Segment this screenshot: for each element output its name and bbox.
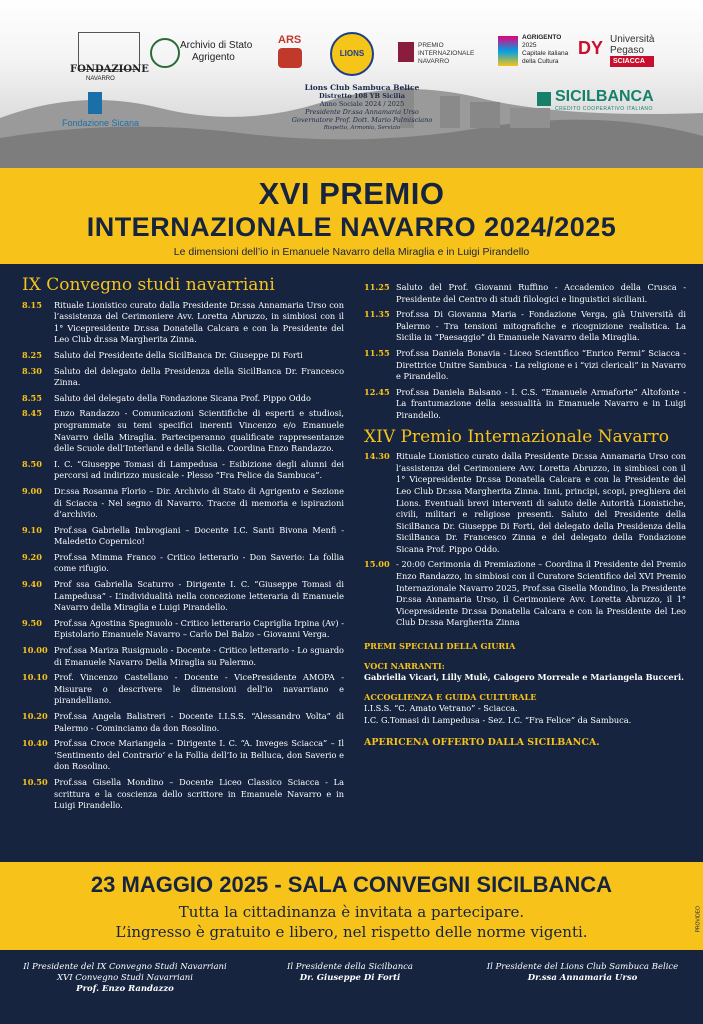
premio-line2: INTERNAZIONALE xyxy=(418,50,475,57)
accoglienza-line2: I.C. G.Tomasi di Lampedusa - Sez. I.C. “Fra Felice” da Sambuca. xyxy=(364,715,632,725)
program-entry xyxy=(364,451,686,555)
accoglienza-heading: ACCOGLIENZA E GUIDA CULTURALE xyxy=(364,691,537,702)
header-banner xyxy=(0,0,703,168)
program-text: Prof.ssa Mimma Franco - Critico letterario - Don Saverio: La follia come rifugio. xyxy=(54,551,344,574)
right-program-list-top xyxy=(364,282,686,422)
left-column xyxy=(22,264,344,816)
lions-governatore: Governatore Prof. Dott. Mario Palmisciano xyxy=(291,116,433,124)
pegaso-line1: Università xyxy=(610,34,655,45)
right-column xyxy=(364,264,686,748)
program-time: 11.25 xyxy=(364,282,390,292)
fond-sicana-label: Fondazione Sicana xyxy=(62,118,140,128)
program-time: 11.55 xyxy=(364,347,390,358)
title-line2: INTERNAZIONALE NAVARRO 2024/2025 xyxy=(86,212,617,242)
program-entry xyxy=(364,348,686,383)
program-text: Prof.ssa Croce Mariangela – Dirigente I. C. “A. Inveges Sciacca” – Il ‘Sentimento del Contrario’ e la Follia dell’Io in Belluca, don Saverio e don Rosolino. xyxy=(54,738,344,772)
program-text: Prof.ssa Mariza Rusignuolo - Docente - Critico letterario - Lo sguardo di Emanuele Navarro Della Miraglia su Palermo. xyxy=(54,645,344,667)
program-time: 9.00 xyxy=(22,485,42,496)
program-text: Saluto del delegato della Presidenza della SicilBanca Dr. Francesco Zinna. xyxy=(54,365,344,388)
agrigento-emblem-icon xyxy=(498,36,518,66)
program-entry xyxy=(22,618,344,641)
program-time: 8.50 xyxy=(22,458,42,469)
pegaso-line2: Pegaso xyxy=(610,45,644,56)
program-entry xyxy=(364,309,686,344)
program-entry xyxy=(22,408,344,454)
program-panel xyxy=(0,264,703,862)
lions-club-block xyxy=(272,84,452,132)
program-text: Prof.ssa Di Giovanna Maria - Fondazione Verga, già Università di Palermo - Tra tensioni mitografiche e ricognizione realistica. La Sicilia in “Paesaggio” di Emanuele Navarro della Miraglia. xyxy=(396,309,686,343)
premio-text xyxy=(418,42,474,66)
program-text: Prof ssa Gabriella Scaturro - Dirigente I. C. “Giuseppe Tomasi di Lampedusa” - L’individualità nella concezione letteraria di Emanuele Navarro della Miraglia e Luigi Pirandello. xyxy=(54,579,344,613)
right-program-list-bottom xyxy=(364,451,686,629)
signature-di-forti xyxy=(250,962,450,984)
premio-line3: NAVARRO xyxy=(418,58,450,65)
program-entry xyxy=(22,525,344,548)
program-time: 9.50 xyxy=(22,617,42,628)
lions-distretto: Distretto 108 YB Sicilia xyxy=(319,92,405,100)
program-entry xyxy=(22,579,344,614)
program-time: 15.00 xyxy=(364,559,390,570)
lions-presidente: Presidente Dr.ssa Annamaria Urso xyxy=(305,108,419,116)
program-text: Prof.ssa Angela Balistreri - Docente I.I.S.S. “Alessandro Volta” di Palermo - Cominciamo da don Rosolino. xyxy=(54,711,344,733)
title-subtitle: Le dimensioni dell’io in Emanuele Navarro della Miraglia e in Luigi Pirandello xyxy=(173,246,530,258)
program-entry xyxy=(364,282,686,305)
program-text: Prof.ssa Gisella Mondino – Docente Liceo Classico Sciacca - La scrittura e la coscienza dello scrittore in Emanuele Navarro e in Luigi Pirandello. xyxy=(54,776,344,811)
program-entry xyxy=(22,645,344,668)
program-text: Saluto del Prof. Giovanni Ruffino - Accademico della Crusca - Presidente del Centro di studi filologici e linguistici siciliani. xyxy=(396,282,686,304)
accoglienza-line1: I.I.S.S. “C. Amato Vetrano” - Sciacca. xyxy=(364,703,518,714)
archivio-line1: Archivio di Stato xyxy=(180,40,253,51)
ars-emblem-icon xyxy=(278,48,302,68)
program-time: 14.30 xyxy=(364,451,390,462)
event-date: 23 MAGGIO 2025 - SALA CONVEGNI SICILBANCA xyxy=(90,872,613,897)
agrigento-line4: della Cultura xyxy=(522,58,559,65)
invite-line2: L’ingresso è gratuito e libero, nel rispetto delle norme vigenti. xyxy=(115,923,588,941)
archivio-line2: Agrigento xyxy=(192,52,235,63)
premio-emblem-icon xyxy=(398,42,414,62)
title-line1: XVI PREMIO xyxy=(258,176,445,211)
title-band xyxy=(0,168,703,264)
program-entry xyxy=(22,393,344,405)
program-entry xyxy=(22,486,344,521)
program-text: Dr.ssa Rosanna Florio – Dir. Archivio di Stato di Agrigento e Sezione di Sciacca - Nel segno di Navarro. Tracce di memoria e ispirazioni d’archivio. xyxy=(54,485,344,520)
program-entry xyxy=(22,711,344,734)
lions-anno: Anno Sociale 2024 / 2025 xyxy=(319,100,405,108)
program-time: 11.35 xyxy=(364,309,390,320)
sicilbanca-label: SICILBANCA xyxy=(555,88,654,105)
lions-club-name: Lions Club Sambuca Belice xyxy=(304,83,420,92)
pegaso-text xyxy=(610,34,654,67)
program-time: 10.50 xyxy=(22,776,48,787)
program-entry xyxy=(364,387,686,422)
sicilbanca-sub: CREDITO COOPERATIVO ITALIANO xyxy=(555,106,653,112)
vertical-credit: PROVIDEO xyxy=(695,906,701,933)
program-text: Saluto del Presidente della SicilBanca Dr. Giuseppe Di Forti xyxy=(54,349,303,360)
premio-line1: PREMIO xyxy=(418,42,444,49)
program-text: Enzo Randazzo - Comunicazioni Scientifiche di esperti e studiosi, programmate su temi specifici inerenti Vincenzo e/o Emanuele Navarro della Miraglia. Parteciperanno qualificate rappresentanze delle Scuole dell’Interland e della Sicilia. Coordina Enzo Randazzo. xyxy=(54,408,344,454)
program-time: 8.25 xyxy=(22,349,42,360)
signatures-band xyxy=(0,950,703,1024)
program-entry xyxy=(22,350,344,362)
program-entry xyxy=(22,366,344,389)
apericena-text: APERICENA OFFERTO DALLA SICILBANCA. xyxy=(364,736,600,748)
agrigento-line1: AGRIGENTO xyxy=(522,34,562,41)
sig2-name: Dr. Giuseppe Di Forti xyxy=(299,973,401,983)
program-time: 8.15 xyxy=(22,299,42,310)
lions-label: LIONS xyxy=(339,49,365,58)
program-time: 10.20 xyxy=(22,711,48,721)
sig1-role1: Il Presidente del IX Convegno Studi Navarriani xyxy=(23,962,227,972)
date-band xyxy=(0,862,703,950)
voci-text: Gabriella Vicari, Lilly Mulè, Calogero Morreale e Mariangela Bucceri. xyxy=(364,672,684,683)
sig2-role1: Il Presidente della Sicilbanca xyxy=(287,962,413,972)
agrigento-text xyxy=(522,34,568,66)
program-time: 10.40 xyxy=(22,738,48,749)
pegaso-logo-icon: DY xyxy=(578,38,604,58)
lions-emblem-icon xyxy=(330,32,374,76)
program-entry xyxy=(22,552,344,575)
premi-heading: PREMI SPECIALI DELLA GIURIA xyxy=(364,641,516,652)
agrigento-line3: Capitale italiana xyxy=(522,50,569,57)
program-time: 8.55 xyxy=(22,392,42,403)
program-text: Prof.ssa Agostina Spagnuolo - Critico letterario Capriglia Irpina (Av) - Epistolario Emanuele Navarro – Carlo Del Balzo – Giovanni Verga. xyxy=(54,617,344,640)
premio-heading: XIV Premio Internazionale Navarro xyxy=(364,426,669,447)
program-entry xyxy=(22,672,344,707)
program-entry xyxy=(22,777,344,812)
lions-motto: Rispetto, Armonia, Servizio xyxy=(323,125,401,131)
program-text: Prof.ssa Daniela Bonavia - Liceo Scientifico “Enrico Fermi” Sciacca - Direttrice Unitre Sambuca - La religione e i “vizi clericali” in Navarro e Pirandello. xyxy=(396,347,686,382)
republic-emblem-icon xyxy=(150,38,180,68)
voci-heading: VOCI NARRANTI: xyxy=(364,660,445,671)
convegno-heading: IX Convegno studi navarriani xyxy=(22,275,275,295)
program-time: 9.40 xyxy=(22,579,42,590)
program-entry xyxy=(364,559,686,629)
program-entry xyxy=(22,738,344,773)
program-time: 8.30 xyxy=(22,365,42,376)
sig1-role2: XVI Convegno Studi Navarriani xyxy=(57,973,193,983)
signature-randazzo xyxy=(10,962,240,995)
program-entry xyxy=(22,300,344,346)
fondazione-label: FONDAZIONE xyxy=(70,64,149,75)
program-time: 10.10 xyxy=(22,672,48,683)
program-text: Prof. Vincenzo Castellano - Docente - VicePresidente AMOPA - Misurare o descrivere le dimensioni dell’io navarriano e pirandelliano. xyxy=(54,672,344,706)
agrigento-line2: 2025 xyxy=(522,42,537,49)
fondazione-sub: NAVARRO xyxy=(86,76,115,82)
program-entry xyxy=(22,459,344,482)
program-time: 10.00 xyxy=(22,645,48,656)
ars-label: ARS xyxy=(278,34,302,46)
program-text: Saluto del delegato della Fondazione Sicana Prof. Pippo Oddo xyxy=(54,392,311,403)
sicana-column-icon xyxy=(88,92,102,114)
program-time: 12.45 xyxy=(364,386,390,397)
program-text: Prof.ssa Daniela Balsano - I. C.S. “Emanuele Armaforte” Altofonte - La frantumazione della sessualità in Emanuele Navarro e in Luigi Pirandello. xyxy=(396,386,686,420)
left-program-list xyxy=(22,300,344,812)
sig3-role1: Il Presidente del Lions Club Sambuca Belice xyxy=(486,962,679,972)
program-time: 9.10 xyxy=(22,524,42,535)
program-text: Rituale Lionistico curato dalla Presidente Dr.ssa Annamaria Urso con l’assistenza del Cerimoniere Avv. Loretta Abruzzo, in simbiosi con il 1° Vicepresidente Dr.ssa Donatella Calcara e con la Presidente del Leo Club Dr.ssa Margherita Zinna. Inni, principi, scopi, preghiera dei Lions. Eventuali brevi interventi di saluto delle Autorità Lionistiche, civili, militari e religiose presenti. Saluto del Presidente della SicilBanca Dr. Giuseppe Di Forti, del delegato della Presidenza della SicilBanca Dr. Francesco Zinna e del delegato della Fondazione Sicana Prof. Pippo Oddo. xyxy=(396,451,686,554)
program-time: 8.45 xyxy=(22,408,42,419)
invite-line1: Tutta la cittadinanza è invitata a partecipare. xyxy=(178,903,525,921)
sig1-name: Prof. Enzo Randazzo xyxy=(76,984,174,994)
program-text: - 20:00 Cerimonia di Premiazione – Coordina il Presidente del Premio Enzo Randazzo, in simbiosi con il Curatore Scientifico del XVI Premio Internazionale Navarro 2025, Prof.ssa Gisella Mondino, la Presidente Dr.ssa Annamaria Urso, il Cerimoniere Avv. Loretta Abruzzo, il 1° Vicepresidente Dr.ssa Donatella Calcara e con la Presidente del Leo Club Dr.ssa Margherita Zinna xyxy=(396,559,686,628)
program-text: Rituale Lionistico curato dalla Presidente Dr.ssa Annamaria Urso con l’assistenza del Cerimoniere Avv. Loretta Abruzzo, in simbiosi con il 1° Vicepresidente Dr.ssa Donatella Calcara e con la Presidente del Leo Club dr.ssa Margherita Zinna. xyxy=(54,299,344,345)
program-time: 9.20 xyxy=(22,551,42,562)
pegaso-line3: SCIACCA xyxy=(610,56,654,67)
sig3-name: Dr.ssa Annamaria Urso xyxy=(527,973,638,983)
program-text: I. C. “Giuseppe Tomasi di Lampedusa - Esibizione degli alunni dei percorsi ad indirizzo musicale - Plesso “Fra Felice da Sambuca”. xyxy=(54,458,344,481)
sicilbanca-logo-icon xyxy=(537,92,551,106)
signature-urso xyxy=(470,962,695,984)
program-text: Prof.ssa Gabriella Imbrogiani – Docente I.C. Santi Bivona Menfi - Maledetto Copernico! xyxy=(54,524,344,547)
